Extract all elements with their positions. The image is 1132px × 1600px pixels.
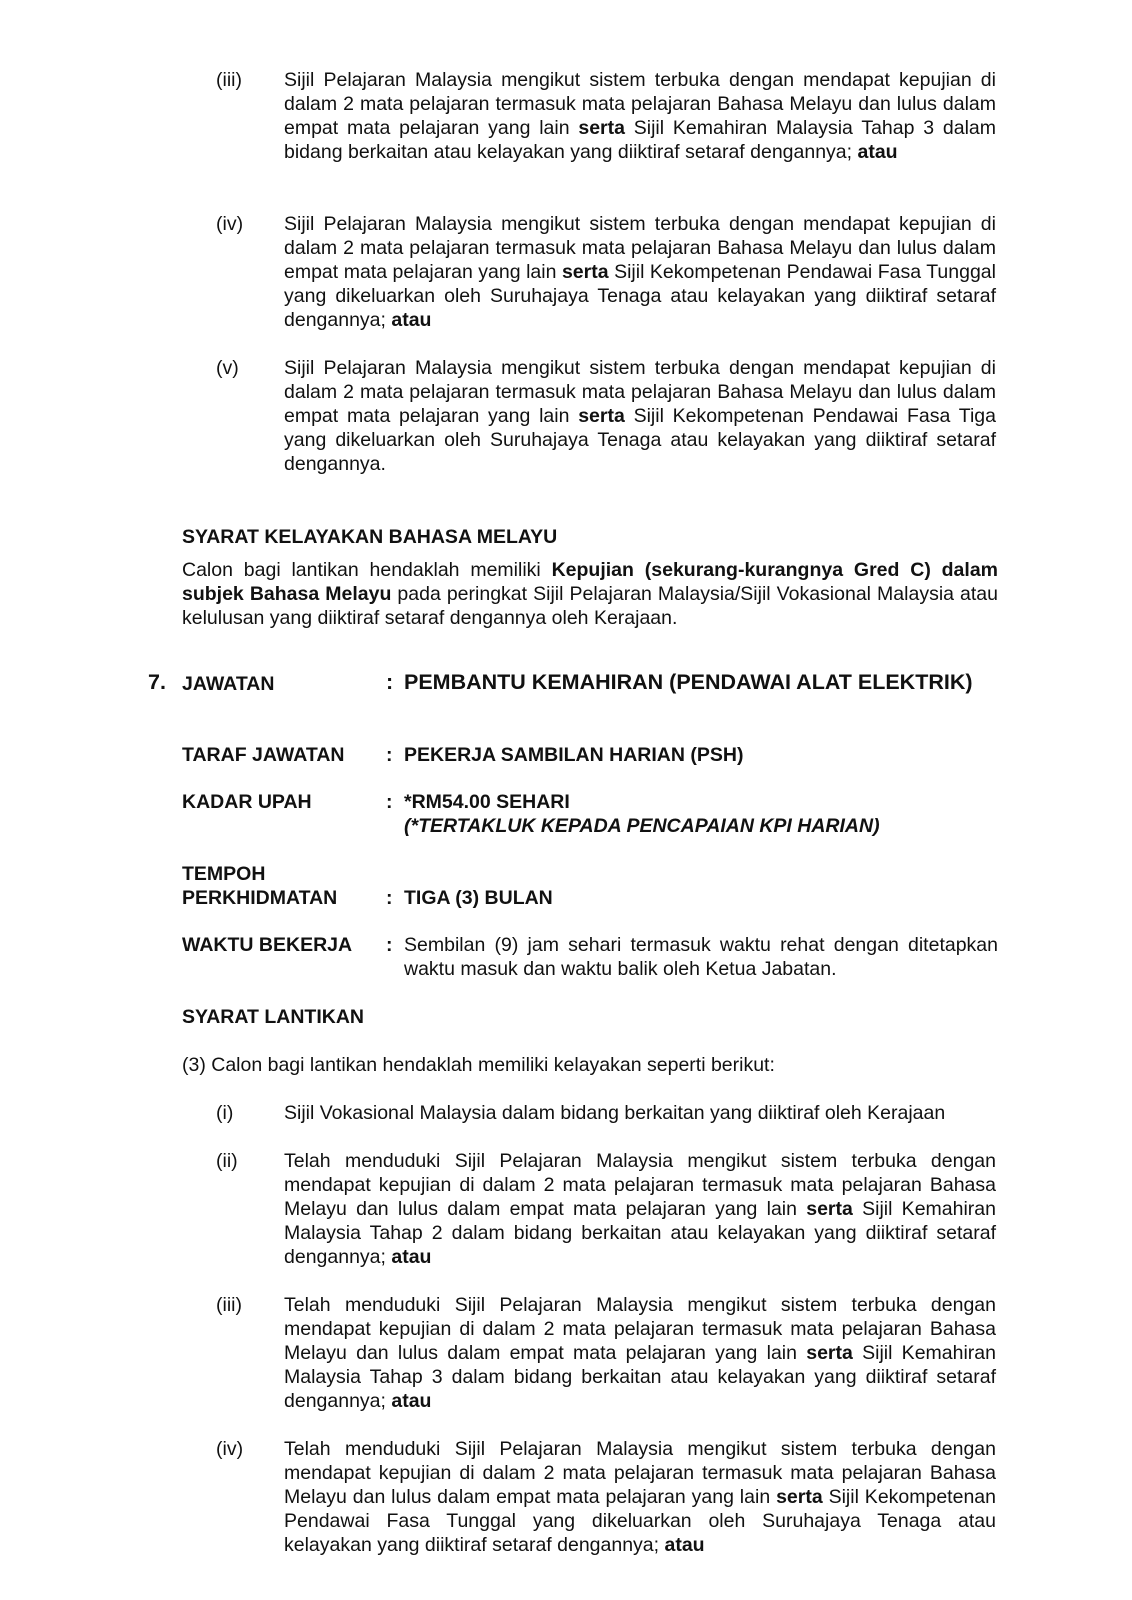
- list-b-item-i: [284, 1101, 996, 1125]
- list-b-number-iv: (iv): [216, 1438, 244, 1460]
- bold-text-run: serta: [578, 117, 625, 139]
- job-colon: :: [386, 670, 394, 694]
- list-b-item-iv: [284, 1437, 996, 1557]
- text-run: Sijil Pelajaran Malaysia mengikut sistem terbuka dengan mendapat kepujian di dalam 2 mata pelajaran termasuk mata pelajaran Bahasa Melayu dan lulus dalam empat mata pelajaran yang lain: [284, 69, 996, 139]
- list-b-item-iii: [284, 1293, 996, 1413]
- bold-text-run: atau: [391, 1390, 432, 1412]
- list-a-number-iv: (iv): [216, 213, 244, 235]
- text-run: pada peringkat Sijil Pelajaran Malaysia/Sijil Vokasional Malaysia atau kelulusan yang diiktiraf setaraf dengannya oleh Kerajaan.: [182, 583, 998, 629]
- text-run: Sijil Kemahiran Malaysia Tahap 3 dalam bidang berkaitan atau kelayakan yang diiktiraf setaraf dengannya;: [284, 117, 996, 163]
- text-run: Telah menduduki Sijil Pelajaran Malaysia mengikut sistem terbuka dengan mendapat kepujian di dalam 2 mata pelajaran termasuk mata pelajaran Bahasa Melayu dan lulus dalam empat mata pelajaran yang lain: [284, 1294, 996, 1364]
- text-run: Telah menduduki Sijil Pelajaran Malaysia mengikut sistem terbuka dengan mendapat kepujian di dalam 2 mata pelajaran termasuk mata pelajaran Bahasa Melayu dan lulus dalam empat mata pelajaran yang lain: [284, 1150, 996, 1220]
- list-a-item-iii: [284, 68, 996, 164]
- bold-text-run: serta: [578, 405, 625, 427]
- list-b-item-ii: [284, 1149, 996, 1269]
- kadar-label: KADAR UPAH: [182, 791, 312, 813]
- text-run: Sijil Vokasional Malaysia dalam bidang berkaitan yang diiktiraf oleh Kerajaan: [284, 1102, 946, 1124]
- bold-text-run: serta: [561, 261, 609, 283]
- tempoh-label-line2: PERKHIDMATAN: [182, 887, 338, 909]
- tempoh-label-line1: TEMPOH: [182, 863, 266, 885]
- taraf-label: TARAF JAWATAN: [182, 744, 345, 766]
- job-number: 7.: [148, 670, 166, 694]
- text-run: Sijil Kemahiran Malaysia Tahap 2 dalam bidang berkaitan atau kelayakan yang diiktiraf setaraf dengannya;: [284, 1198, 996, 1268]
- list-b-number-ii: (ii): [216, 1150, 238, 1172]
- text-run: Sijil Kekompetenan Pendawai Fasa Tunggal yang dikeluarkan oleh Suruhajaya Tenaga atau kelayakan yang diiktiraf setaraf dengannya;: [284, 1486, 996, 1556]
- syarat-lantikan-heading: SYARAT LANTIKAN: [182, 1006, 365, 1028]
- bold-text-run: Kepujian (sekurang-kurangnya Gred C) dalam subjek Bahasa Melayu: [182, 559, 999, 605]
- text-run: Sijil Pelajaran Malaysia mengikut sistem terbuka dengan mendapat kepujian di dalam 2 mata pelajaran termasuk mata pelajaran Bahasa Melayu dan lulus dalam empat mata pelajaran yang lain: [284, 213, 996, 283]
- syarat-intro: (3) Calon bagi lantikan hendaklah memiliki kelayakan seperti berikut:: [182, 1054, 775, 1076]
- job-title: PEMBANTU KEMAHIRAN (PENDAWAI ALAT ELEKTRIK): [404, 670, 973, 694]
- kadar-note: [404, 814, 880, 838]
- kadar-colon: :: [386, 791, 393, 813]
- bm-section-paragraph: [182, 558, 998, 630]
- waktu-value: Sembilan (9) jam sehari termasuk waktu rehat dengan ditetapkan waktu masuk dan waktu balik oleh Ketua Jabatan.: [404, 934, 998, 980]
- job-label: JAWATAN: [182, 673, 275, 695]
- bold-text-run: atau: [391, 1246, 432, 1268]
- text-run: Calon bagi lantikan hendaklah memiliki: [182, 559, 552, 581]
- waktu-label: WAKTU BEKERJA: [182, 934, 353, 956]
- bold-text-run: atau: [391, 309, 432, 331]
- list-a-item-v: [284, 356, 996, 476]
- list-b-number-i: (i): [216, 1102, 234, 1124]
- text-run: Sijil Kekompetenan Pendawai Fasa Tiga yang dikeluarkan oleh Suruhajaya Tenaga atau kelayakan yang diiktiraf setaraf dengannya.: [284, 405, 996, 475]
- bm-section-heading: SYARAT KELAYAKAN BAHASA MELAYU: [182, 526, 558, 548]
- kadar-value: *RM54.00 SEHARI: [404, 791, 570, 813]
- taraf-colon: :: [386, 744, 393, 766]
- waktu-colon: :: [386, 934, 393, 956]
- list-a-item-iv: [284, 212, 996, 332]
- list-a-number-v: (v): [216, 357, 239, 379]
- tempoh-colon: :: [386, 887, 393, 909]
- bold-text-run: serta: [806, 1342, 853, 1364]
- text-run: Sijil Kemahiran Malaysia Tahap 3 dalam bidang berkaitan atau kelayakan yang diiktiraf setaraf dengannya;: [284, 1342, 996, 1412]
- bold-text-run: serta: [806, 1198, 853, 1220]
- bold-text-run: serta: [776, 1486, 823, 1508]
- text-run: Sijil Kekompetenan Pendawai Fasa Tunggal yang dikeluarkan oleh Suruhajaya Tenaga atau kelayakan yang diiktiraf setaraf dengannya;: [284, 261, 996, 331]
- tempoh-value: TIGA (3) BULAN: [404, 887, 553, 909]
- list-b-number-iii: (iii): [216, 1294, 242, 1316]
- taraf-value: PEKERJA SAMBILAN HARIAN (PSH): [404, 744, 744, 766]
- bold-text-run: atau: [664, 1534, 705, 1556]
- text-run: Sijil Pelajaran Malaysia mengikut sistem terbuka dengan mendapat kepujian di dalam 2 mata pelajaran termasuk mata pelajaran Bahasa Melayu dan lulus dalam empat mata pelajaran yang lain: [284, 357, 996, 427]
- bold-text-run: atau: [857, 141, 898, 163]
- text-run: Telah menduduki Sijil Pelajaran Malaysia mengikut sistem terbuka dengan mendapat kepujian di dalam 2 mata pelajaran termasuk mata pelajaran Bahasa Melayu dan lulus dalam empat mata pelajaran yang lain: [284, 1438, 996, 1508]
- list-a-number-iii: (iii): [216, 69, 242, 91]
- kadar-note-text: (*TERTAKLUK KEPADA PENCAPAIAN KPI HARIAN): [404, 815, 880, 837]
